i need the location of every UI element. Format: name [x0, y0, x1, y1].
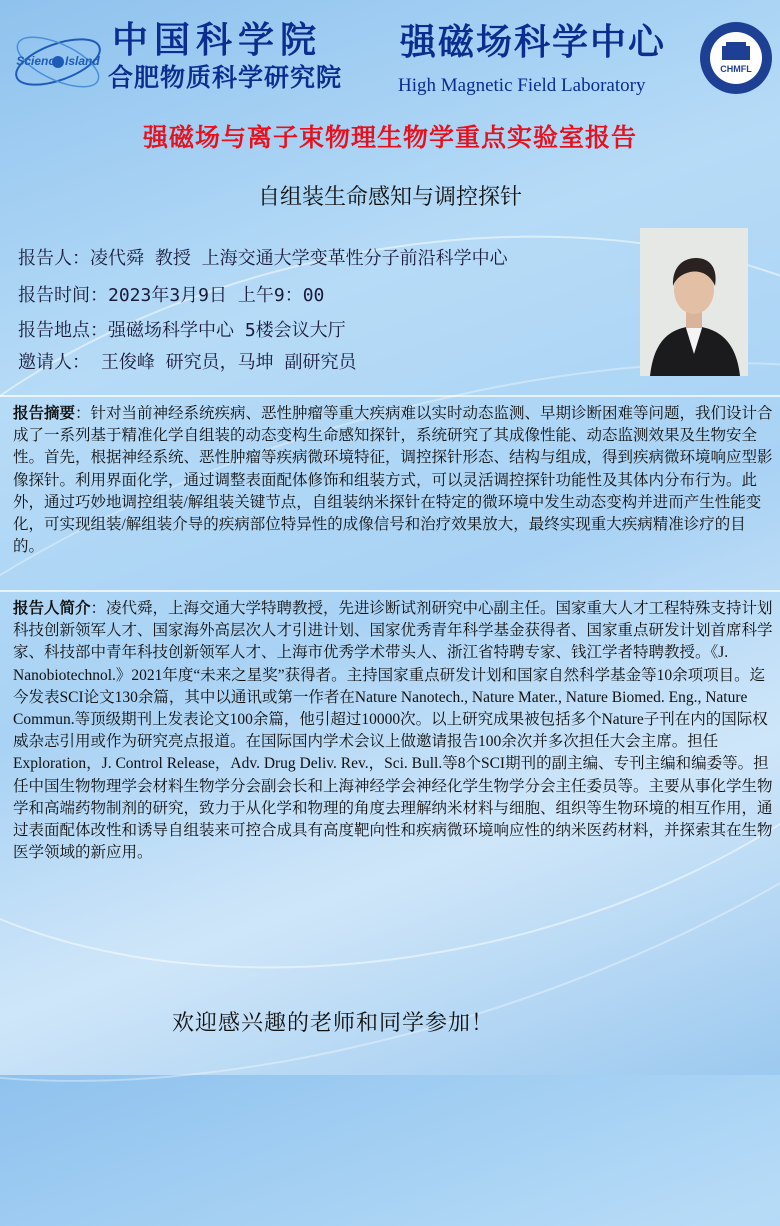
- time-line: 报告时间：2023年3月9日 上午9：00: [18, 285, 325, 306]
- bio-section: [13, 597, 775, 864]
- welcome-message: 欢迎感兴趣的老师和同学参加！: [172, 1011, 495, 1036]
- abstract-text: ：针对当前神经系统疾病、恶性肿瘤等重大疾病难以实时动态监测、早期诊断困难等问题，我们设计合成了一系列基于精准化学自组装的动态变构生命感知探针，系统研究了其成像性能、动态监测效果及生物安全性。首先，根据神经系统、恶性肿瘤等疾病微环境特征，调控探针形态、结构与组成，得到疾病微环境响应型影像探针。利用界面化学，通过调整表面配体修饰和组装方式，可以灵活调控探针功能性及其体内分布行为。此外，通过巧妙地调控组装/解组装关键节点，自组装纳米探针在特定的微环境中发生动态变构并进而产生性能变化，可实现组装/解组装介导的疾病部位特异性的成像信号和治疗效果放大，最终实现重大疾病精准诊疗的目的。: [13, 405, 773, 556]
- science-island-logo-icon: [10, 18, 106, 96]
- chmfl-english-name: High Magnetic Field Laboratory: [398, 75, 646, 96]
- speaker-portrait-icon: [640, 228, 748, 376]
- bio-text: ：凌代舜，上海交通大学特聘教授，先进诊断试剂研究中心副主任。国家重大人才工程特殊支持计划科技创新领军人才、国家海外高层次人才引进计划、国家优秀青年科学基金获得者、国家重点研发计划首席科学家、科技部中青年科技创新领军人才、上海市优秀学术带头人、浙江省特聘专家、钱江学者特聘教授。《J. Nanobiotechnol.》2021年度“未来之星奖”获得者。主持国家重点研发计划和国家自然科学基金等10余项项目。迄今发表SCI论文130余篇，其中以通讯或第一作者在Nature Nanotech., Nature Mater., Nature Biomed. Eng., Nature Commun.等顶级期刊上发表论文100余篇，他引超过10000次。以上研究成果被包括多个Nature子刊在内的国际权威杂志引用或作为研究亮点报道。在国际国内学术会议上做邀请报告100余次并多次担任大会主席。担任Exploration，J. Control Release，Adv. Drug Deliv. Rev.，Sci. Bull.等8个SCI期刊的副主编、专刊主编和编委等。担任中国生物物理学会材料生物学分会副会长和上海神经学会神经化学生物学分会主任委员等。主要从事化学生物学和高端药物制剂的研究，致力于从化学和物理的角度去理解纳米材料与细胞、组织等生物环境的相互作用，通过表面配体改性和诱导自组装来可控合成具有高度靶向性和疾病微环境响应性的纳米医药材料，并探索其在生物医学领域的新应用。: [13, 600, 773, 862]
- cas-name: 中国科学院: [112, 19, 323, 61]
- abstract-section: [13, 402, 775, 558]
- lab-report-title: 强磁场与离子束物理生物学重点实验室报告: [142, 123, 637, 152]
- host-line: 邀请人： 王俊峰 研究员，马坤 副研究员: [18, 352, 357, 373]
- divider: [0, 395, 780, 397]
- hefei-institute-name: 合肥物质科学研究院: [108, 63, 343, 92]
- talk-title: 自组装生命感知与调控探针: [257, 185, 522, 210]
- divider: [0, 590, 780, 592]
- svg-text:Science Island: Science Island: [16, 54, 100, 68]
- chmfl-chinese-name: 强磁场科学中心: [400, 21, 667, 63]
- chmfl-seal-icon: [698, 20, 774, 96]
- speaker-photo: [640, 228, 748, 376]
- header: [0, 0, 780, 108]
- speaker-line: 报告人：凌代舜 教授 上海交通大学变革性分子前沿科学中心: [18, 248, 508, 269]
- place-line: 报告地点：强磁场科学中心 5楼会议大厅: [18, 320, 346, 341]
- svg-text:CHMFL: CHMFL: [720, 64, 752, 74]
- bio-label: 报告人简介: [13, 599, 91, 617]
- abstract-label: 报告摘要: [13, 404, 76, 422]
